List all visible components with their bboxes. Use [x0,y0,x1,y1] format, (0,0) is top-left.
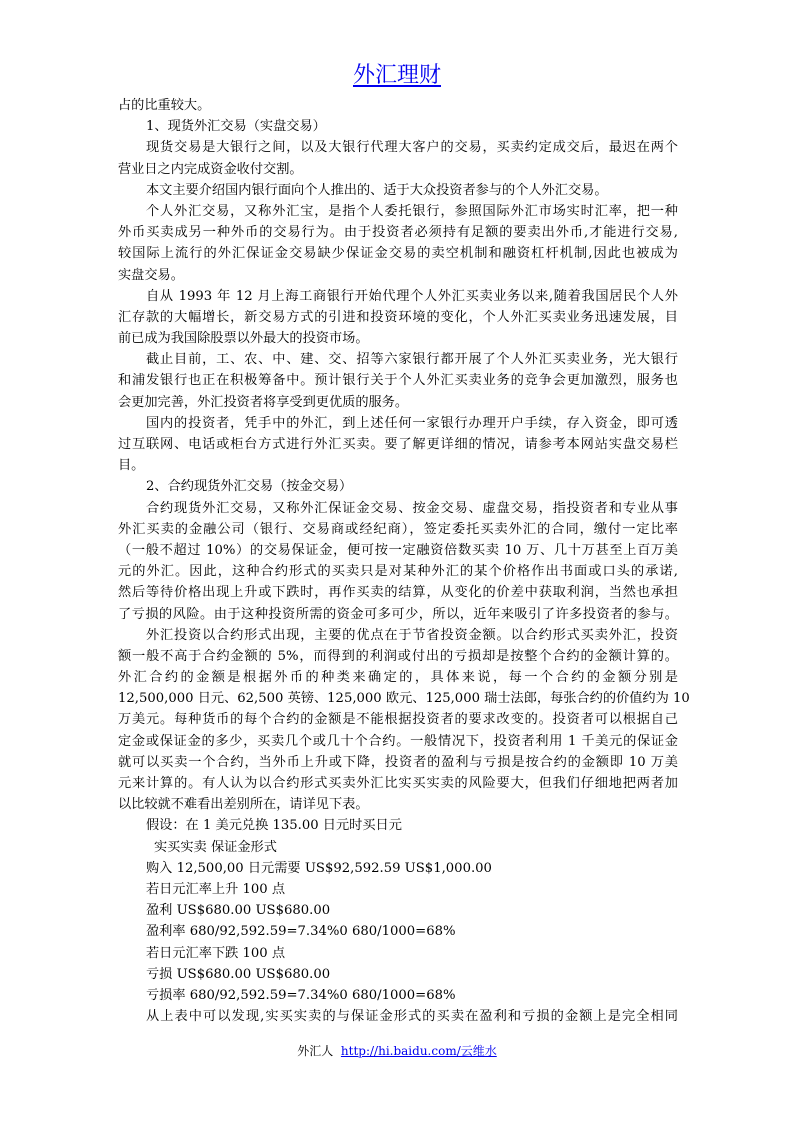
text-line: 万美元。每种货币的每个合约的金额是不能根据投资者的要求改变的。投资者可以根据自己 [118,712,678,728]
page-footer [0,1042,794,1059]
table-row: 盈利率 680/92,592.59=7.34%0 680/1000=68% [146,924,456,940]
text-line: 自从 1993 年 12 月上海工商银行开始代理个人外汇买卖业务以来,随着我国居民个人外 [146,288,678,304]
table-row: 若日元汇率下跌 100 点 [146,945,286,961]
text-line: 额一般不高于合约金额的 5%，而得到的利润或付出的亏损却是按整个合约的金额计算的。 [118,648,678,664]
text-line: 以比较就不难看出差别所在，请详见下表。 [118,797,369,813]
text-line: 实盘交易。 [118,267,184,283]
text-line: 然后等待价格出现上升或下跌时，再作买卖的结算，从变化的价差中获取利润，当然也承担 [118,585,678,601]
text-line: 就可以买卖一个合约，当外币上升或下降，投资者的盈利与亏损是按合约的金额即 10 万美 [118,754,678,770]
text-line: 从上表中可以发现,实买实卖的与保证金形式的买卖在盈利和亏损的金额上是完全相同 [146,1009,678,1025]
text-line: 元来计算的。有人认为以合约形式买卖外汇比实买实卖的风险要大，但我们仔细地把两者加 [118,776,678,791]
section-heading: 1、现货外汇交易（实盘交易） [146,119,326,135]
text-line: 前已成为我国除股票以外最大的投资市场。 [118,331,369,347]
text-line: 本文主要介绍国内银行面向个人推出的、适于大众投资者参与的个人外汇交易。 [146,182,608,198]
text-line: 外汇买卖的金融公司（银行、交易商或经纪商），签定委托买卖外汇的合同，缴付一定比率 [118,521,678,537]
text-line: 外汇投资以合约形式出现，主要的优点在于节省投资金额。以合约形式买卖外汇，投资 [146,627,678,643]
text-line: 12,500,000 日元、62,500 英镑、125,000 欧元、125,000 瑞士法郎，每张合约的价值约为 10 [118,691,690,707]
table-row: 盈利 US$680.00 US$680.00 [146,903,331,919]
text-line: 较国际上流行的外汇保证金交易缺少保证金交易的卖空机制和融资杠杆机制,因此也被成为 [118,246,678,262]
text-line: 和浦发银行也正在积极筹备中。预计银行关于个人外汇买卖业务的竞争会更加激烈，服务也 [118,373,678,389]
text-line: 现货交易是大银行之间，以及大银行代理大客户的交易，买卖约定成交后，最迟在两个 [146,140,678,156]
text-line: 元的外汇。因此，这种合约形式的买卖只是对某种外汇的某个价格作出书面或口头的承诺, [118,564,678,580]
document-body [118,95,690,1027]
text-line: 了亏损的风险。由于这种投资所需的资金可多可少，所以，近年来吸引了许多投资者的参与。 [118,606,678,622]
text-line: 截止目前，工、农、中、建、交、招等六家银行都开展了个人外汇买卖业务，光大银行 [146,352,678,368]
text-line: 外汇合约的金额是根据外币的种类来确定的，具体来说，每一个合约的金额分别是 [118,670,678,686]
section-heading: 2、合约现货外汇交易（按金交易） [146,479,353,495]
table-caption: 假设：在 1 美元兑换 135.00 日元时买日元 [146,818,402,834]
text-line: （一般不超过 10%）的交易保证金，便可按一定融资倍数买卖 10 万、几十万甚至上百万美 [118,542,678,558]
text-line: 个人外汇交易，又称外汇宝，是指个人委托银行，参照国际外汇市场实时汇率，把一种 [146,203,678,219]
text-line: 外币买卖成另一种外币的交易行为。由于投资者必须持有足额的要卖出外币,才能进行交易, [118,225,678,241]
table-row: 若日元汇率上升 100 点 [146,881,286,897]
text-line: 定金或保证金的多少，买卖几个或几十个合约。一般情况下，投资者利用 1 千美元的保证金 [118,733,678,749]
table-row: 购入 12,500,00 日元需要 US$92,592.59 US$1,000.00 [146,860,492,876]
page-title[interactable]: 外汇理财 [352,63,441,88]
table-row: 亏损 US$680.00 US$680.00 [146,966,331,982]
text-line: 汇存款的大幅增长，新交易方式的引进和投资环境的变化，个人外汇买卖业务迅速发展，目 [118,309,678,325]
text-line: 国内的投资者，凭手中的外汇，到上述任何一家银行办理开户手续，存入资金，即可透 [146,415,678,431]
table-header: 实买实卖 保证金形式 [154,839,277,855]
footer-label: 外汇人 [297,1044,334,1058]
text-line: 合约现货外汇交易，又称外汇保证金交易、按金交易、虚盘交易，指投资者和专业从事 [146,500,678,516]
table-row: 亏损率 680/92,592.59=7.34%0 680/1000=68% [146,987,456,1003]
text-line: 营业日之内完成资金收付交割。 [118,161,303,177]
text-line: 会更加完善，外汇投资者将享受到更优质的服务。 [118,394,409,410]
text-line: 目。 [118,458,145,474]
text-line: 占的比重较大。 [118,98,211,113]
text-line: 过互联网、电话或柜台方式进行外汇买卖。要了解更详细的情况，请参考本网站实盘交易栏 [118,437,678,452]
footer-link[interactable]: http://hi.baidu.com/云维水 [340,1044,497,1058]
